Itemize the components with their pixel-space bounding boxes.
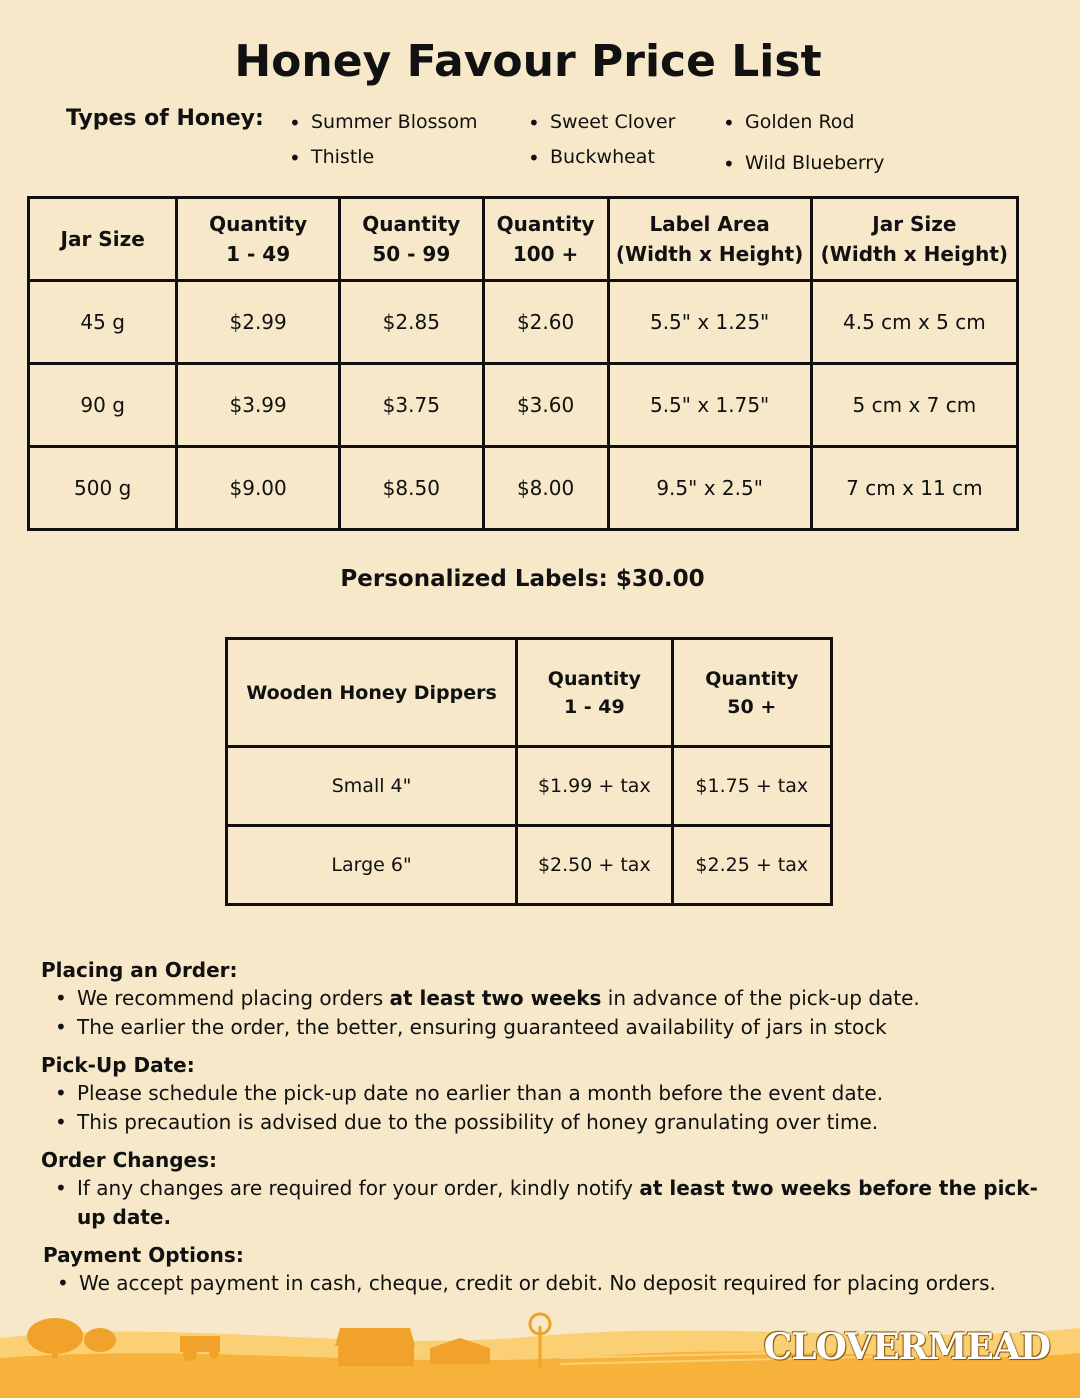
- list-item: • This precaution is advised due to the possibility of honey granulating over time.: [77, 1108, 1041, 1137]
- cell-price: $3.60: [483, 364, 608, 447]
- cell-jar-dimensions: 5 cm x 7 cm: [811, 364, 1017, 447]
- cell-jar-size: 90 g: [29, 364, 177, 447]
- honey-type-item: • Buckwheat: [550, 146, 655, 168]
- list-item: • If any changes are required for your order, kindly notify at least two weeks before the pick-up date.: [77, 1174, 1041, 1232]
- payment-options-section: [43, 1243, 1043, 1298]
- cell-price: $8.50: [339, 447, 483, 530]
- table-row: [227, 826, 832, 905]
- personalized-labels-price: Personalized Labels: $30.00: [340, 566, 705, 592]
- order-changes-section: [41, 1148, 1041, 1232]
- jar-price-table: [27, 196, 1019, 531]
- cell-label-area: 9.5" x 2.5": [608, 447, 811, 530]
- table-header-row: [29, 198, 1018, 281]
- table-header-row: [227, 639, 832, 747]
- cell-label-area: 5.5" x 1.25": [608, 281, 811, 364]
- cell-price: $8.00: [483, 447, 608, 530]
- cell-dipper-size: Large 6": [227, 826, 517, 905]
- col-header-qty-1-49: Quantity 1 - 49: [517, 639, 672, 747]
- cell-label-area: 5.5" x 1.75": [608, 364, 811, 447]
- col-header-dippers: Wooden Honey Dippers: [227, 639, 517, 747]
- cell-price: $2.25 + tax: [672, 826, 831, 905]
- col-header-qty-1-49: Quantity 1 - 49: [177, 198, 340, 281]
- table-row: [29, 364, 1018, 447]
- clovermead-logo: CLOVERMEAD: [763, 1326, 1050, 1368]
- section-heading: Pick-Up Date:: [41, 1053, 195, 1077]
- cell-jar-size: 500 g: [29, 447, 177, 530]
- page-title: Honey Favour Price List: [234, 36, 822, 87]
- col-header-jar-dimensions: Jar Size (Width x Height): [811, 198, 1017, 281]
- list-item: • We accept payment in cash, cheque, credit or debit. No deposit required for placing orders.: [79, 1269, 1043, 1298]
- list-item: • The earlier the order, the better, ensuring guaranteed availability of jars in stock: [77, 1013, 1041, 1042]
- section-heading: Order Changes:: [41, 1148, 218, 1172]
- col-header-jar-size: Jar Size: [29, 198, 177, 281]
- cell-price: $3.99: [177, 364, 340, 447]
- honey-type-item: • Wild Blueberry: [745, 152, 884, 174]
- cell-price: $9.00: [177, 447, 340, 530]
- list-item: • Please schedule the pick-up date no earlier than a month before the event date.: [77, 1079, 1041, 1108]
- cell-price: $1.99 + tax: [517, 747, 672, 826]
- cell-price: $2.99: [177, 281, 340, 364]
- pickup-date-section: [41, 1053, 1041, 1137]
- honey-type-item: • Sweet Clover: [550, 111, 675, 133]
- table-row: [29, 281, 1018, 364]
- cell-price: $1.75 + tax: [672, 747, 831, 826]
- cell-price: $2.85: [339, 281, 483, 364]
- honey-type-item: • Thistle: [311, 146, 374, 168]
- cell-price: $3.75: [339, 364, 483, 447]
- cell-price: $2.60: [483, 281, 608, 364]
- table-row: [227, 747, 832, 826]
- honey-types-label: Types of Honey:: [66, 106, 264, 131]
- honey-type-item: • Golden Rod: [745, 111, 855, 133]
- placing-order-section: [41, 958, 1041, 1042]
- list-item: • We recommend placing orders at least two weeks in advance of the pick-up date.: [77, 984, 1041, 1013]
- col-header-qty-50-99: Quantity 50 - 99: [339, 198, 483, 281]
- dipper-price-table: [225, 637, 833, 906]
- cell-jar-dimensions: 4.5 cm x 5 cm: [811, 281, 1017, 364]
- cell-jar-size: 45 g: [29, 281, 177, 364]
- table-row: [29, 447, 1018, 530]
- section-heading: Placing an Order:: [41, 958, 238, 982]
- section-heading: Payment Options:: [43, 1243, 244, 1267]
- cell-dipper-size: Small 4": [227, 747, 517, 826]
- col-header-qty-100: Quantity 100 +: [483, 198, 608, 281]
- cell-jar-dimensions: 7 cm x 11 cm: [811, 447, 1017, 530]
- col-header-label-area: Label Area (Width x Height): [608, 198, 811, 281]
- cell-price: $2.50 + tax: [517, 826, 672, 905]
- honey-type-item: • Summer Blossom: [311, 111, 478, 133]
- col-header-qty-50: Quantity 50 +: [672, 639, 831, 747]
